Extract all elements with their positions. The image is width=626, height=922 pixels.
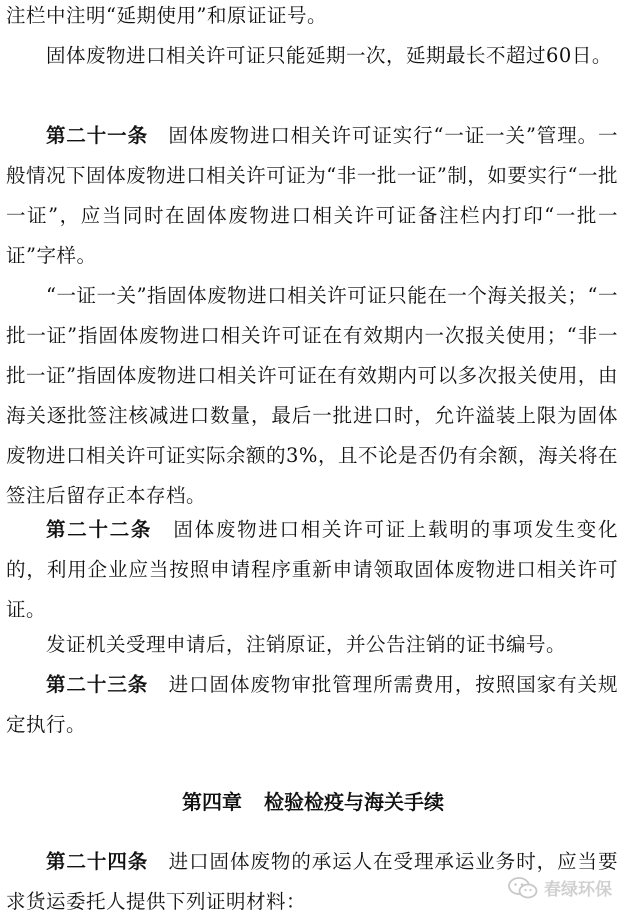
paragraph-definitions [6,276,618,516]
article-text: 固体废物进口相关许可证实行“一证一关”管理。一般情况下固体废物进口相关许可证为“非一批一证”制，如要实行“一批一证”，应当同时在固体废物进口相关许可证备注栏内打印“一批一证”字样。 [6,124,618,267]
article-number: 第二十二条 [46,518,153,541]
article-text: 进口固体废物审批管理所需费用，按照国家有关规定执行。 [6,673,618,736]
paragraph-cancellation [6,625,618,665]
chapter-number: 第四章 [182,790,242,814]
article-21 [6,116,618,276]
paragraph-continuation [6,0,618,36]
article-text: 固体废物进口相关许可证上载明的事项发生变化的，利用企业应当按照申请程序重新申请领取固体废物进口相关许可证。 [6,518,618,621]
article-number: 第二十一条 [46,124,148,147]
article-22 [6,510,618,630]
paragraph-text: “一证一关”指固体废物进口相关许可证只能在一个海关报关；“一批一证”指固体废物进口相关许可证在有效期内一次报关使用；“非一批一证”指固体废物进口相关许可证在有效期内可以多次报关使用，由海关逐批签注核减进口数量，最后一批进口时，允许溢装上限为固体废物进口相关许可证实际余额的3%，且不论是否仍有余额，海关将在签注后留存正本存档。 [6,284,618,507]
article-number: 第二十四条 [46,850,149,873]
watermark [504,873,616,902]
watermark-text: 春绿环保 [544,880,612,900]
article-text: 进口固体废物的承运人在受理承运业务时，应当要求货运委托人提供下列证明材料： [6,850,618,913]
article-number: 第二十三条 [46,673,149,696]
wechat-icon [508,877,538,899]
paragraph-text: 注栏中注明“延期使用”和原证证号。 [6,4,327,27]
paragraph-text: 固体废物进口相关许可证只能延期一次，延期最长不超过60日。 [46,44,612,67]
paragraph-extension-limit [6,36,618,76]
article-23 [6,665,618,745]
chapter-heading [0,782,626,822]
paragraph-text: 发证机关受理申请后，注销原证，并公告注销的证书编号。 [46,633,567,656]
chapter-title: 检验检疫与海关手续 [264,790,444,814]
